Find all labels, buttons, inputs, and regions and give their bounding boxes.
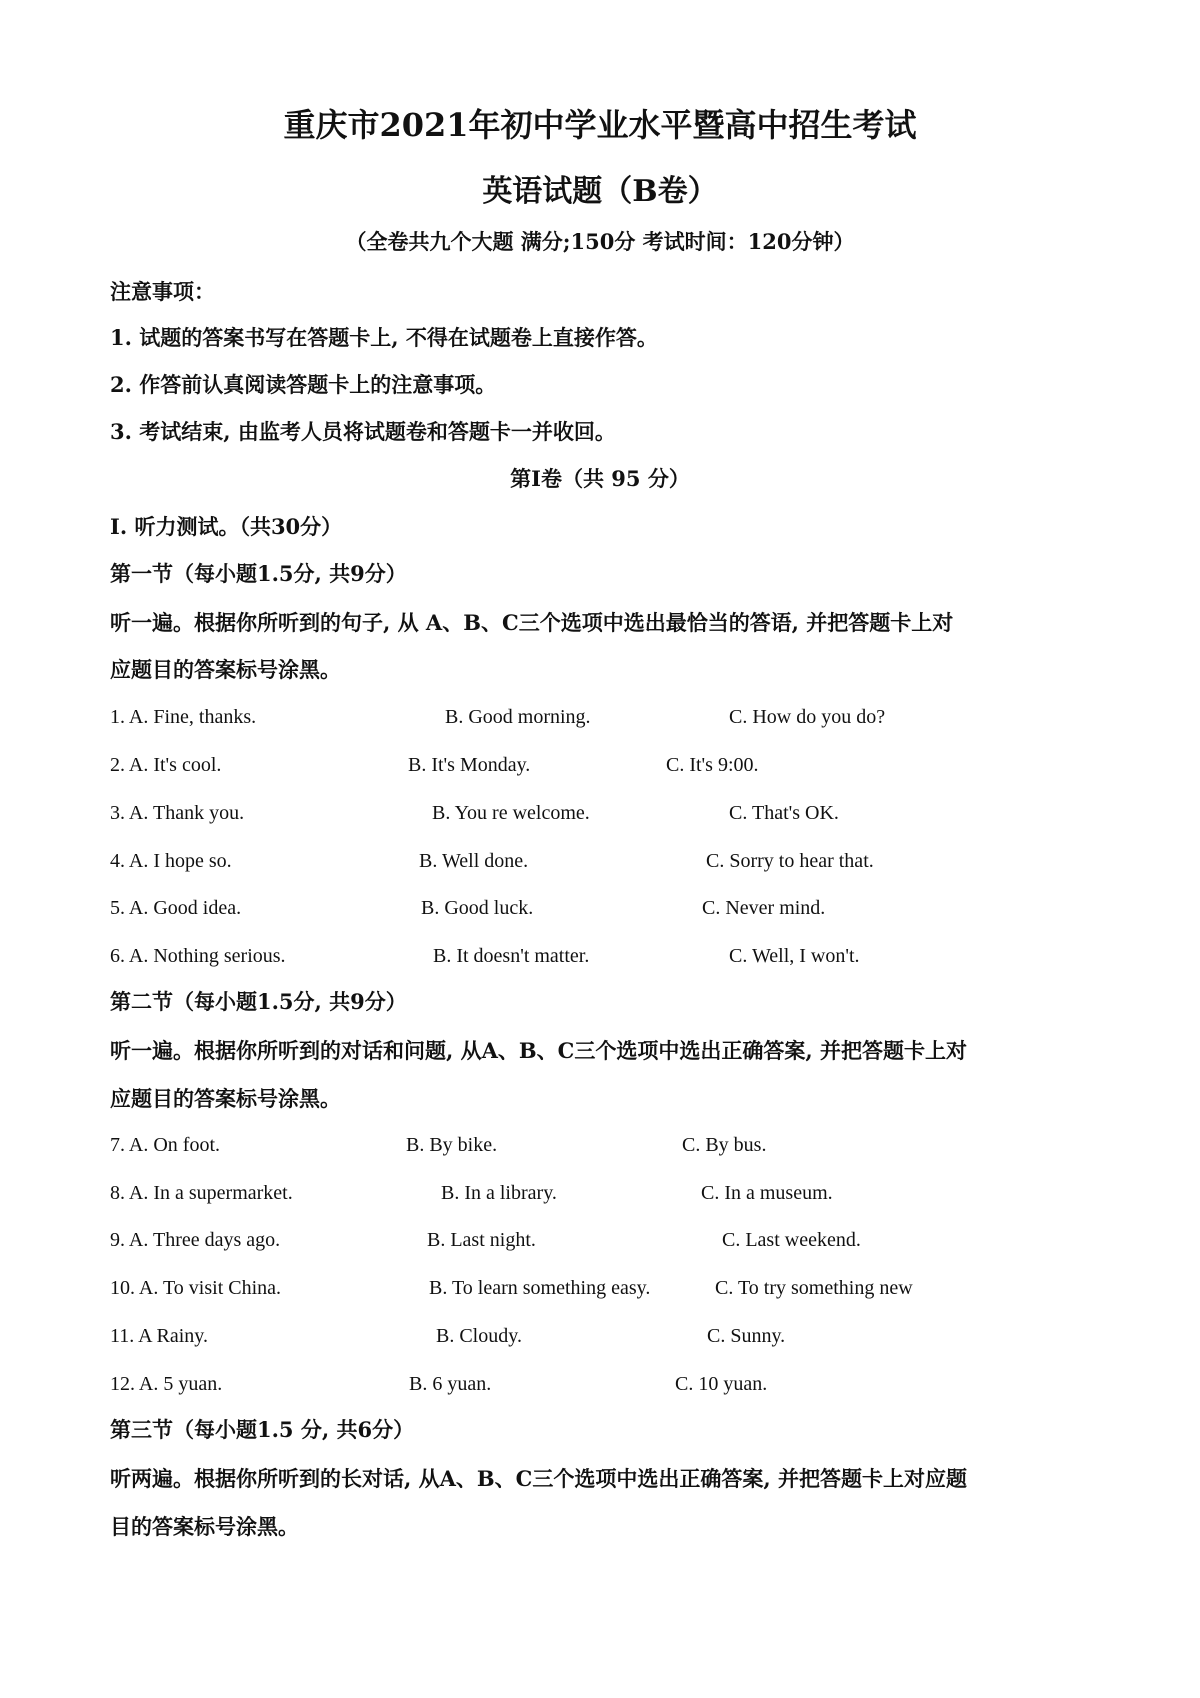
- question-row: [0, 1322, 1200, 1350]
- question-row: [0, 1370, 1200, 1398]
- option-c: C. To try something new: [715, 1277, 913, 1299]
- option-a: 5. A. Good idea.: [110, 897, 242, 919]
- option-b: B. 6 yuan.: [409, 1373, 492, 1395]
- question-row: [0, 703, 1200, 731]
- exam-info: （全卷共九个大题 满分;150分 考试时间：120分钟）: [345, 229, 855, 254]
- option-b: B. In a library.: [441, 1182, 557, 1204]
- option-b: B. Last night.: [427, 1229, 536, 1251]
- section-heading: I. 听力测试。（共30分）: [110, 514, 343, 539]
- option-c: C. Never mind.: [702, 897, 826, 919]
- question-row: [0, 847, 1200, 875]
- question-row: [0, 894, 1200, 922]
- option-b: B. To learn something easy.: [429, 1277, 651, 1299]
- option-a: 7. A. On foot.: [110, 1134, 220, 1156]
- section2-instruction-cont: 应题目的答案标号涂黑。: [110, 1086, 341, 1111]
- section2-heading: 第二节（每小题1.5分, 共9分）: [110, 989, 407, 1014]
- section1-instruction: 听一遍。根据你所听到的句子, 从 A、B、C三个选项中选出最恰当的答语, 并把答题卡上对: [110, 610, 954, 635]
- option-b: B. Good luck.: [421, 897, 534, 919]
- question-row: [0, 1274, 1200, 1302]
- note-item-3: 3. 考试结束, 由监考人员将试题卷和答题卡一并收回。: [110, 419, 616, 444]
- option-c: C. By bus.: [682, 1134, 767, 1156]
- option-c: C. Last weekend.: [722, 1229, 861, 1251]
- question-row: [0, 1179, 1200, 1207]
- option-b: B. Cloudy.: [436, 1325, 522, 1347]
- note-item-1: 1. 试题的答案书写在答题卡上, 不得在试题卷上直接作答。: [110, 325, 658, 350]
- option-a: 11. A Rainy.: [110, 1325, 208, 1347]
- section3-instruction-cont: 目的答案标号涂黑。: [110, 1514, 299, 1539]
- question-row: [0, 1131, 1200, 1159]
- exam-title: 重庆市2021年初中学业水平暨高中招生考试: [283, 106, 917, 144]
- option-c: C. Sorry to hear that.: [706, 850, 874, 872]
- option-b: B. It's Monday.: [408, 754, 531, 776]
- option-b: B. Good morning.: [445, 706, 591, 728]
- section1-instruction-cont: 应题目的答案标号涂黑。: [110, 657, 341, 682]
- option-a: 8. A. In a supermarket.: [110, 1182, 293, 1204]
- question-row: [0, 751, 1200, 779]
- option-a: 6. A. Nothing serious.: [110, 945, 286, 967]
- option-c: C. 10 yuan.: [675, 1373, 768, 1395]
- option-a: 2. A. It's cool.: [110, 754, 222, 776]
- exam-subtitle: 英语试题（B卷）: [482, 174, 718, 209]
- option-c: C. It's 9:00.: [666, 754, 759, 776]
- notes-heading: 注意事项：: [110, 279, 215, 304]
- option-a: 4. A. I hope so.: [110, 850, 232, 872]
- note-item-2: 2. 作答前认真阅读答题卡上的注意事项。: [110, 372, 497, 397]
- section3-instruction: 听两遍。根据你所听到的长对话, 从A、B、C三个选项中选出正确答案, 并把答题卡上对应题: [110, 1466, 967, 1491]
- option-c: C. Well, I won't.: [729, 945, 860, 967]
- part-heading: 第I卷（共 95 分）: [510, 466, 690, 491]
- option-b: B. Well done.: [419, 850, 529, 872]
- section1-heading: 第一节（每小题1.5分, 共9分）: [110, 561, 407, 586]
- option-c: C. Sunny.: [707, 1325, 786, 1347]
- option-b: B. You re welcome.: [432, 802, 590, 824]
- option-c: C. How do you do?: [729, 706, 886, 728]
- question-row: [0, 942, 1200, 970]
- option-a: 12. A. 5 yuan.: [110, 1373, 223, 1395]
- question-row: [0, 1226, 1200, 1254]
- option-a: 10. A. To visit China.: [110, 1277, 282, 1299]
- option-b: B. By bike.: [406, 1134, 498, 1156]
- option-c: C. In a museum.: [701, 1182, 833, 1204]
- option-a: 1. A. Fine, thanks.: [110, 706, 257, 728]
- option-b: B. It doesn't matter.: [433, 945, 590, 967]
- option-a: 3. A. Thank you.: [110, 802, 245, 824]
- section2-instruction: 听一遍。根据你所听到的对话和问题, 从A、B、C三个选项中选出正确答案, 并把答题卡上对: [110, 1038, 967, 1063]
- option-c: C. That's OK.: [729, 802, 839, 824]
- section3-heading: 第三节（每小题1.5 分, 共6分）: [110, 1417, 415, 1442]
- option-a: 9. A. Three days ago.: [110, 1229, 281, 1251]
- question-row: [0, 799, 1200, 827]
